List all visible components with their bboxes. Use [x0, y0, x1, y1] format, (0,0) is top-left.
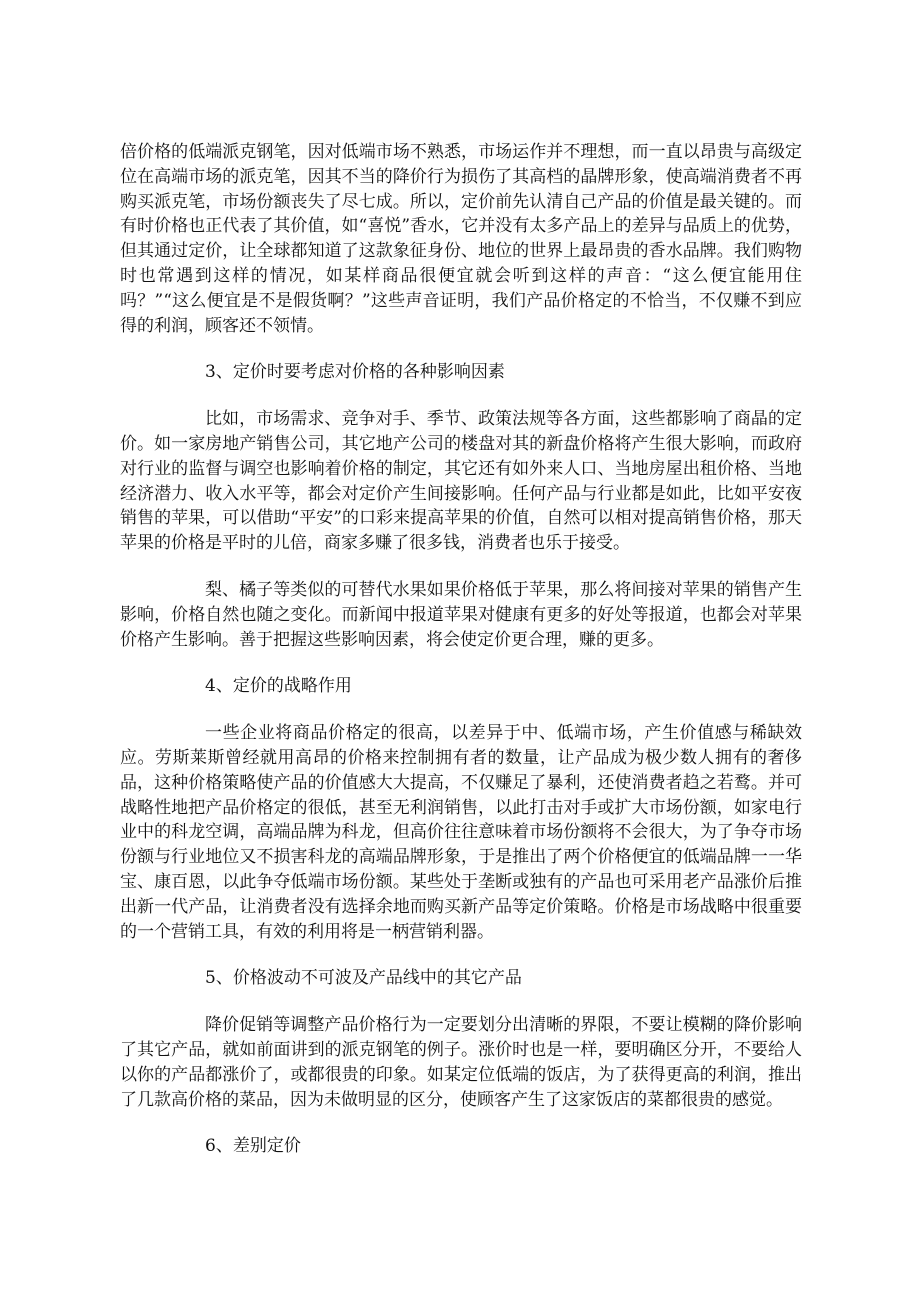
spacer [120, 556, 802, 578]
heading-section-6: 6、差别定价 [205, 1136, 301, 1157]
paragraph-substitute-fruits: 梨、橘子等类似的可替代水果如果价格低于苹果，那么将间接对苹果的销售产生影响，价格自然也随之变化。而新闻中报道苹果对健康有更多的好处等报道，也都会对苹果价格产生影响。善于把握这些影响因素，将会使定价更合理，赚的更多。 [120, 579, 802, 650]
spacer [120, 991, 802, 1013]
paragraph-influence-factors: 比如，市场需求、竞争对手、季节、政策法规等各方面，这些都影响了商晶的定价。如一家房地产销售公司，其它地产公司的楼盘对其的新盘价格将产生很大影响，而政府对行业的监督与调空也影响着价格的制定，其它还有如外来人口、当地房屋出租价格、当地经济潜力、收入水平等，都会对定价产生间接影响。任何产品与行业都是如此，比如平安夜销售的苹果，可以借助“平安”的口彩来提高苹果的价值，自然可以相对提高销售价格，那天苹果的价格是平时的儿倍，商家多赚了很多钱，消费者也乐于接受。 [120, 409, 802, 554]
spacer [120, 385, 802, 407]
heading-section-4: 4、定价的战略作用 [205, 676, 352, 697]
paragraph-strategic-role: 一些企业将商品价格定的很高，以差异于中、低端市场，产生价值感与稀缺效应。劳斯莱斯曾经就用高昂的价格来控制拥有者的数量，让产品成为极少数人拥有的奢侈品，这种价格策略使产品的价值感大大提高，不仅赚足了暴利，还使消费者趋之若鹜。并可战略性地把产品价格定的很低，甚至无利润销售，以此打击对手或扩大市场份额，如家电行业中的科龙空调，高端品牌为科龙，但高价往往意味着市场份额将不会很大，为了争夺市场份额与行业地位又不损害科龙的高端品牌形象，于是推出了两个价格便宜的低端品牌一一华宝、康百恩，以此争夺低端市场份额。某些处于垄断或独有的产品也可采用老产品涨价后推出新一代产品，让消费者没有选择余地而购买新产品等定价策略。价格是市场战略中很重要的一个营销工具，有效的利用将是一柄营销利器。 [120, 723, 802, 942]
paragraph-parker-pen: 倍价格的低端派克钢笔，因对低端市场不熟悉，市场运作并不理想，而一直以昂贵与高级定位在高端市场的派克笔，因其不当的降价行为损伤了其高档的晶牌形象，使高端消费者不再购买派克笔，市场份额丧失了尽七成。所以，定价前先认清自己产品的价值是最关键的。而有时价格也正代表了其价值，如“喜悦”香水，它并没有太多产品上的差异与品质上的优势，但其通过定价，让全球都知道了这款象征身份、地位的世界上最昂贵的香水品牌。我们购物时也常遇到这样的情况，如某样商品很便宜就会听到这样的声音：“这么便宜能用住吗？”“这么便宜是不是假货啊？”这些声音证明，我们产品价格定的不恰当，不仅赚不到应得的利润，顾客还不领情。 [120, 142, 802, 336]
paragraph-price-fluctuation: 降价促销等调整产品价格行为一定要划分出清晰的界限，不要让模糊的降价影响了其它产品，就如前面讲到的派克钢笔的例子。涨价时也是一样，要明确区分开，不要给人以你的产品都涨价了，或都很贵的印象。如某定位低端的饭店，为了获得更高的利润，推出了几款高价格的菜品，因为未做明显的区分，使顾客产生了这家饭店的菜都很贵的感觉。 [120, 1015, 802, 1110]
document-page [120, 140, 802, 1159]
spacer [120, 699, 802, 721]
heading-section-5: 5、价格波动不可波及产品线中的其它产品 [205, 968, 522, 989]
spacer [120, 338, 802, 360]
spacer [120, 652, 802, 674]
spacer [120, 944, 802, 966]
spacer [120, 1112, 802, 1134]
heading-section-3: 3、定价时要考虑对价格的各种影响因素 [205, 362, 505, 383]
